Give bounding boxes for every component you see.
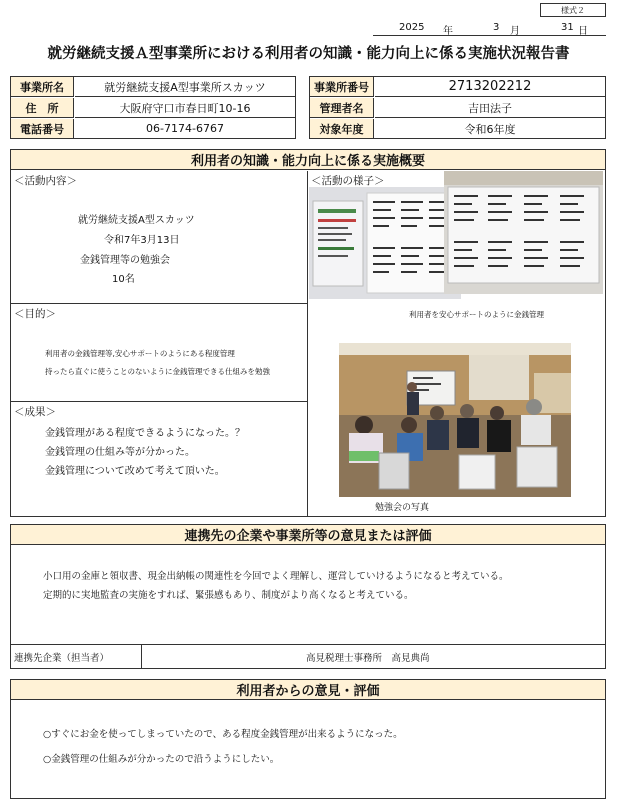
- partner-line-1: 小口用の金庫と領収書、現金出納帳の関連性を今回でよく理解し、運営していけるようになると考えている。: [43, 571, 509, 582]
- page-title: 就労継続支援Ａ型事業所における利用者の知識・能力向上に係る実施状況報告書: [47, 46, 570, 62]
- result-line-3: 金銭管理について改めて考えて頂いた。: [45, 466, 225, 477]
- partner-header: 連携先の企業や事業所等の意見または評価: [11, 525, 605, 545]
- target-year-value: 令和6年度: [464, 122, 516, 136]
- date-day-unit: 日: [578, 26, 588, 37]
- date-month-unit: 月: [510, 26, 520, 37]
- manager-value: 吉田法子: [375, 98, 605, 118]
- facility-name-value: 就労継続支援A型事業所スカッツ: [75, 77, 295, 97]
- photo1-caption: 利用者を安心サポートのように金銭管理: [409, 310, 544, 319]
- phone-label: 電話番号: [11, 119, 74, 138]
- form-tag: 様式２: [540, 3, 606, 17]
- users-line-2: ○金銭管理の仕組みが分かったので沿うようにしたい。: [43, 754, 280, 765]
- date-year: 2025: [399, 22, 425, 33]
- overview-divider: [307, 171, 308, 516]
- document-photo-left: [309, 187, 461, 299]
- activity-label: ＜活動内容＞: [14, 175, 77, 187]
- purpose-line-1: 利用者の金銭管理等,安心サポートのようにある程度管理: [45, 349, 235, 358]
- overview-header: 利用者の知識・能力向上に係る実施概要: [11, 150, 605, 170]
- partner-contact-divider: [141, 645, 142, 668]
- users-header: 利用者からの意見・評価: [11, 680, 605, 700]
- document-photo-right: [444, 171, 603, 294]
- address-label: 住 所: [11, 98, 74, 118]
- partner-contact-value: 高見税理士事務所 高見典尚: [306, 653, 430, 664]
- result-line-2: 金銭管理の仕組み等が分かった。: [45, 447, 195, 458]
- purpose-line-2: 持ったら直ぐに使うことのないように金銭管理できる仕組みを勉強: [45, 367, 270, 376]
- activity-line-1: 就労継続支援A型スカッツ: [78, 215, 195, 226]
- date-line: [373, 20, 606, 36]
- phone-value: 06-7174-6767: [146, 122, 224, 135]
- activity-bottom-rule: [11, 303, 307, 304]
- activity-line-3: 金銭管理等の勉強会: [80, 255, 170, 266]
- date-month: 3: [493, 22, 500, 33]
- facility-name-label: 事業所名: [11, 77, 74, 97]
- address-value: 大阪府守口市春日町10-16: [75, 98, 295, 118]
- partner-contact-label: 連携先企業（担当者）: [14, 653, 110, 664]
- photo2-caption: 勉強会の写真: [375, 503, 430, 513]
- activity-line-2: 令和7年3月13日: [104, 235, 180, 246]
- purpose-bottom-rule: [11, 401, 307, 402]
- target-year-label: 対象年度: [310, 119, 374, 138]
- partner-line-2: 定期的に実地監査の実施をすれば、緊張感もあり、制度がより高くなると考えている。: [43, 590, 414, 601]
- scene-label: ＜活動の様子＞: [311, 175, 385, 187]
- date-year-unit: 年: [443, 26, 453, 37]
- manager-label: 管理者名: [310, 98, 374, 118]
- activity-line-4: 10名: [112, 274, 135, 285]
- result-label: ＜成果＞: [14, 406, 56, 418]
- study-meeting-photo: [339, 343, 571, 497]
- date-day: 31: [561, 22, 574, 33]
- facility-number-value: 2713202212: [375, 77, 605, 97]
- purpose-label: ＜目的＞: [14, 308, 56, 320]
- facility-number-label: 事業所番号: [310, 77, 374, 97]
- users-line-1: ○すぐにお金を使ってしまっていたので、ある程度金銭管理が出来るようになった。: [43, 729, 403, 740]
- result-line-1: 金銭管理がある程度できるようになった。？: [45, 428, 245, 439]
- partner-contact-rule: [11, 644, 605, 645]
